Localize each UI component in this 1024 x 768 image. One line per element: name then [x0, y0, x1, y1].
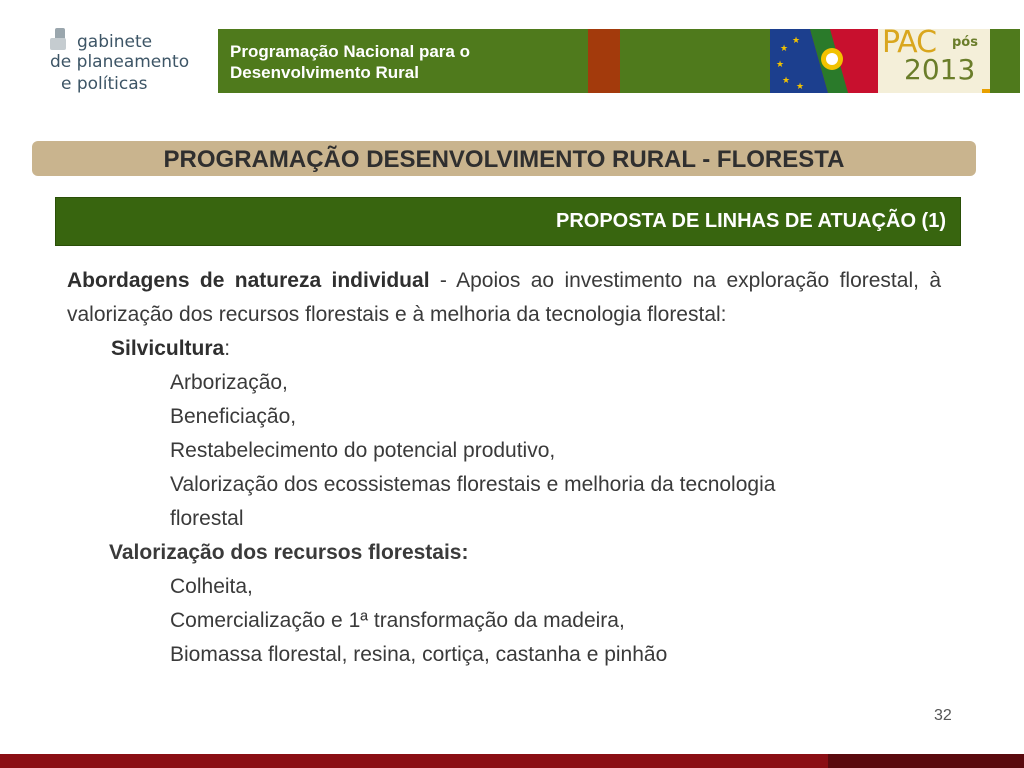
- list-item: Beneficiação,: [170, 405, 297, 428]
- svg-text:★: ★: [782, 76, 791, 86]
- slide-title-bar: [32, 141, 976, 176]
- slide-body: [67, 264, 941, 672]
- page-number: 32: [934, 707, 952, 724]
- logo-line-2: de planeamento: [50, 52, 190, 72]
- list-item: Restabelecimento do potencial produtivo,: [170, 439, 556, 462]
- intro-paragraph: [67, 264, 941, 332]
- svg-text:★: ★: [792, 36, 801, 46]
- pac-logo-accent: [982, 89, 990, 93]
- logo-mark-icon: [50, 28, 76, 54]
- logo-line-3: e políticas: [61, 74, 148, 94]
- program-banner: [218, 25, 1020, 93]
- intro-bold: Abordagens de natureza individual: [67, 269, 430, 292]
- list-item: Arborização,: [170, 371, 288, 394]
- svg-text:★: ★: [796, 82, 805, 92]
- footer-bar-accent: [828, 754, 1024, 768]
- intro-text: - Apoios ao investimento na exploração florestal, à valorização dos recursos florestais e à melhoria da tecnologia florestal:: [67, 269, 941, 326]
- list-item: Colheita,: [170, 575, 253, 598]
- subtitle: PROPOSTA DE LINHAS DE ATUAÇÃO (1): [555, 210, 946, 232]
- program-banner-line-1: Programação Nacional para o: [230, 42, 470, 61]
- banner-stripe-green: [620, 29, 770, 93]
- list-item: Valorização dos ecossistemas florestais e melhoria da tecnologia: [170, 473, 776, 496]
- eu-portugal-flag-image: [770, 29, 878, 93]
- flag-icon: [770, 29, 878, 93]
- gpp-logo: [50, 28, 210, 98]
- svg-text:★: ★: [776, 60, 785, 70]
- pac-logo-main: PAC: [882, 25, 937, 60]
- slide-title: PROGRAMAÇÃO DESENVOLVIMENTO RURAL - FLORESTA: [163, 146, 845, 173]
- pac-logo-pos: pós: [952, 35, 978, 50]
- section-heading-silvicultura-label: Silvicultura: [111, 337, 225, 360]
- banner-stripe-rust: [588, 29, 620, 93]
- section-heading-silvicultura: [111, 332, 941, 366]
- subtitle-bar: [55, 197, 961, 246]
- list-item: Comercialização e 1ª transformação da madeira,: [170, 609, 625, 632]
- list-item: Biomassa florestal, resina, cortiça, castanha e pinhão: [170, 643, 668, 666]
- section-heading-valorizacao: [109, 536, 941, 570]
- program-banner-line-2: Desenvolvimento Rural: [230, 63, 419, 82]
- section-heading-valorizacao-label: Valorização dos recursos florestais:: [109, 541, 469, 564]
- program-banner-text: [230, 41, 470, 83]
- logo-line-1: gabinete: [77, 32, 153, 52]
- pac-logo-year: 2013: [904, 53, 976, 86]
- pac-pos-2013-logo: [878, 25, 990, 93]
- section-heading-silvicultura-colon: :: [224, 337, 231, 360]
- list-item: florestal: [170, 507, 244, 530]
- svg-text:★: ★: [780, 44, 789, 54]
